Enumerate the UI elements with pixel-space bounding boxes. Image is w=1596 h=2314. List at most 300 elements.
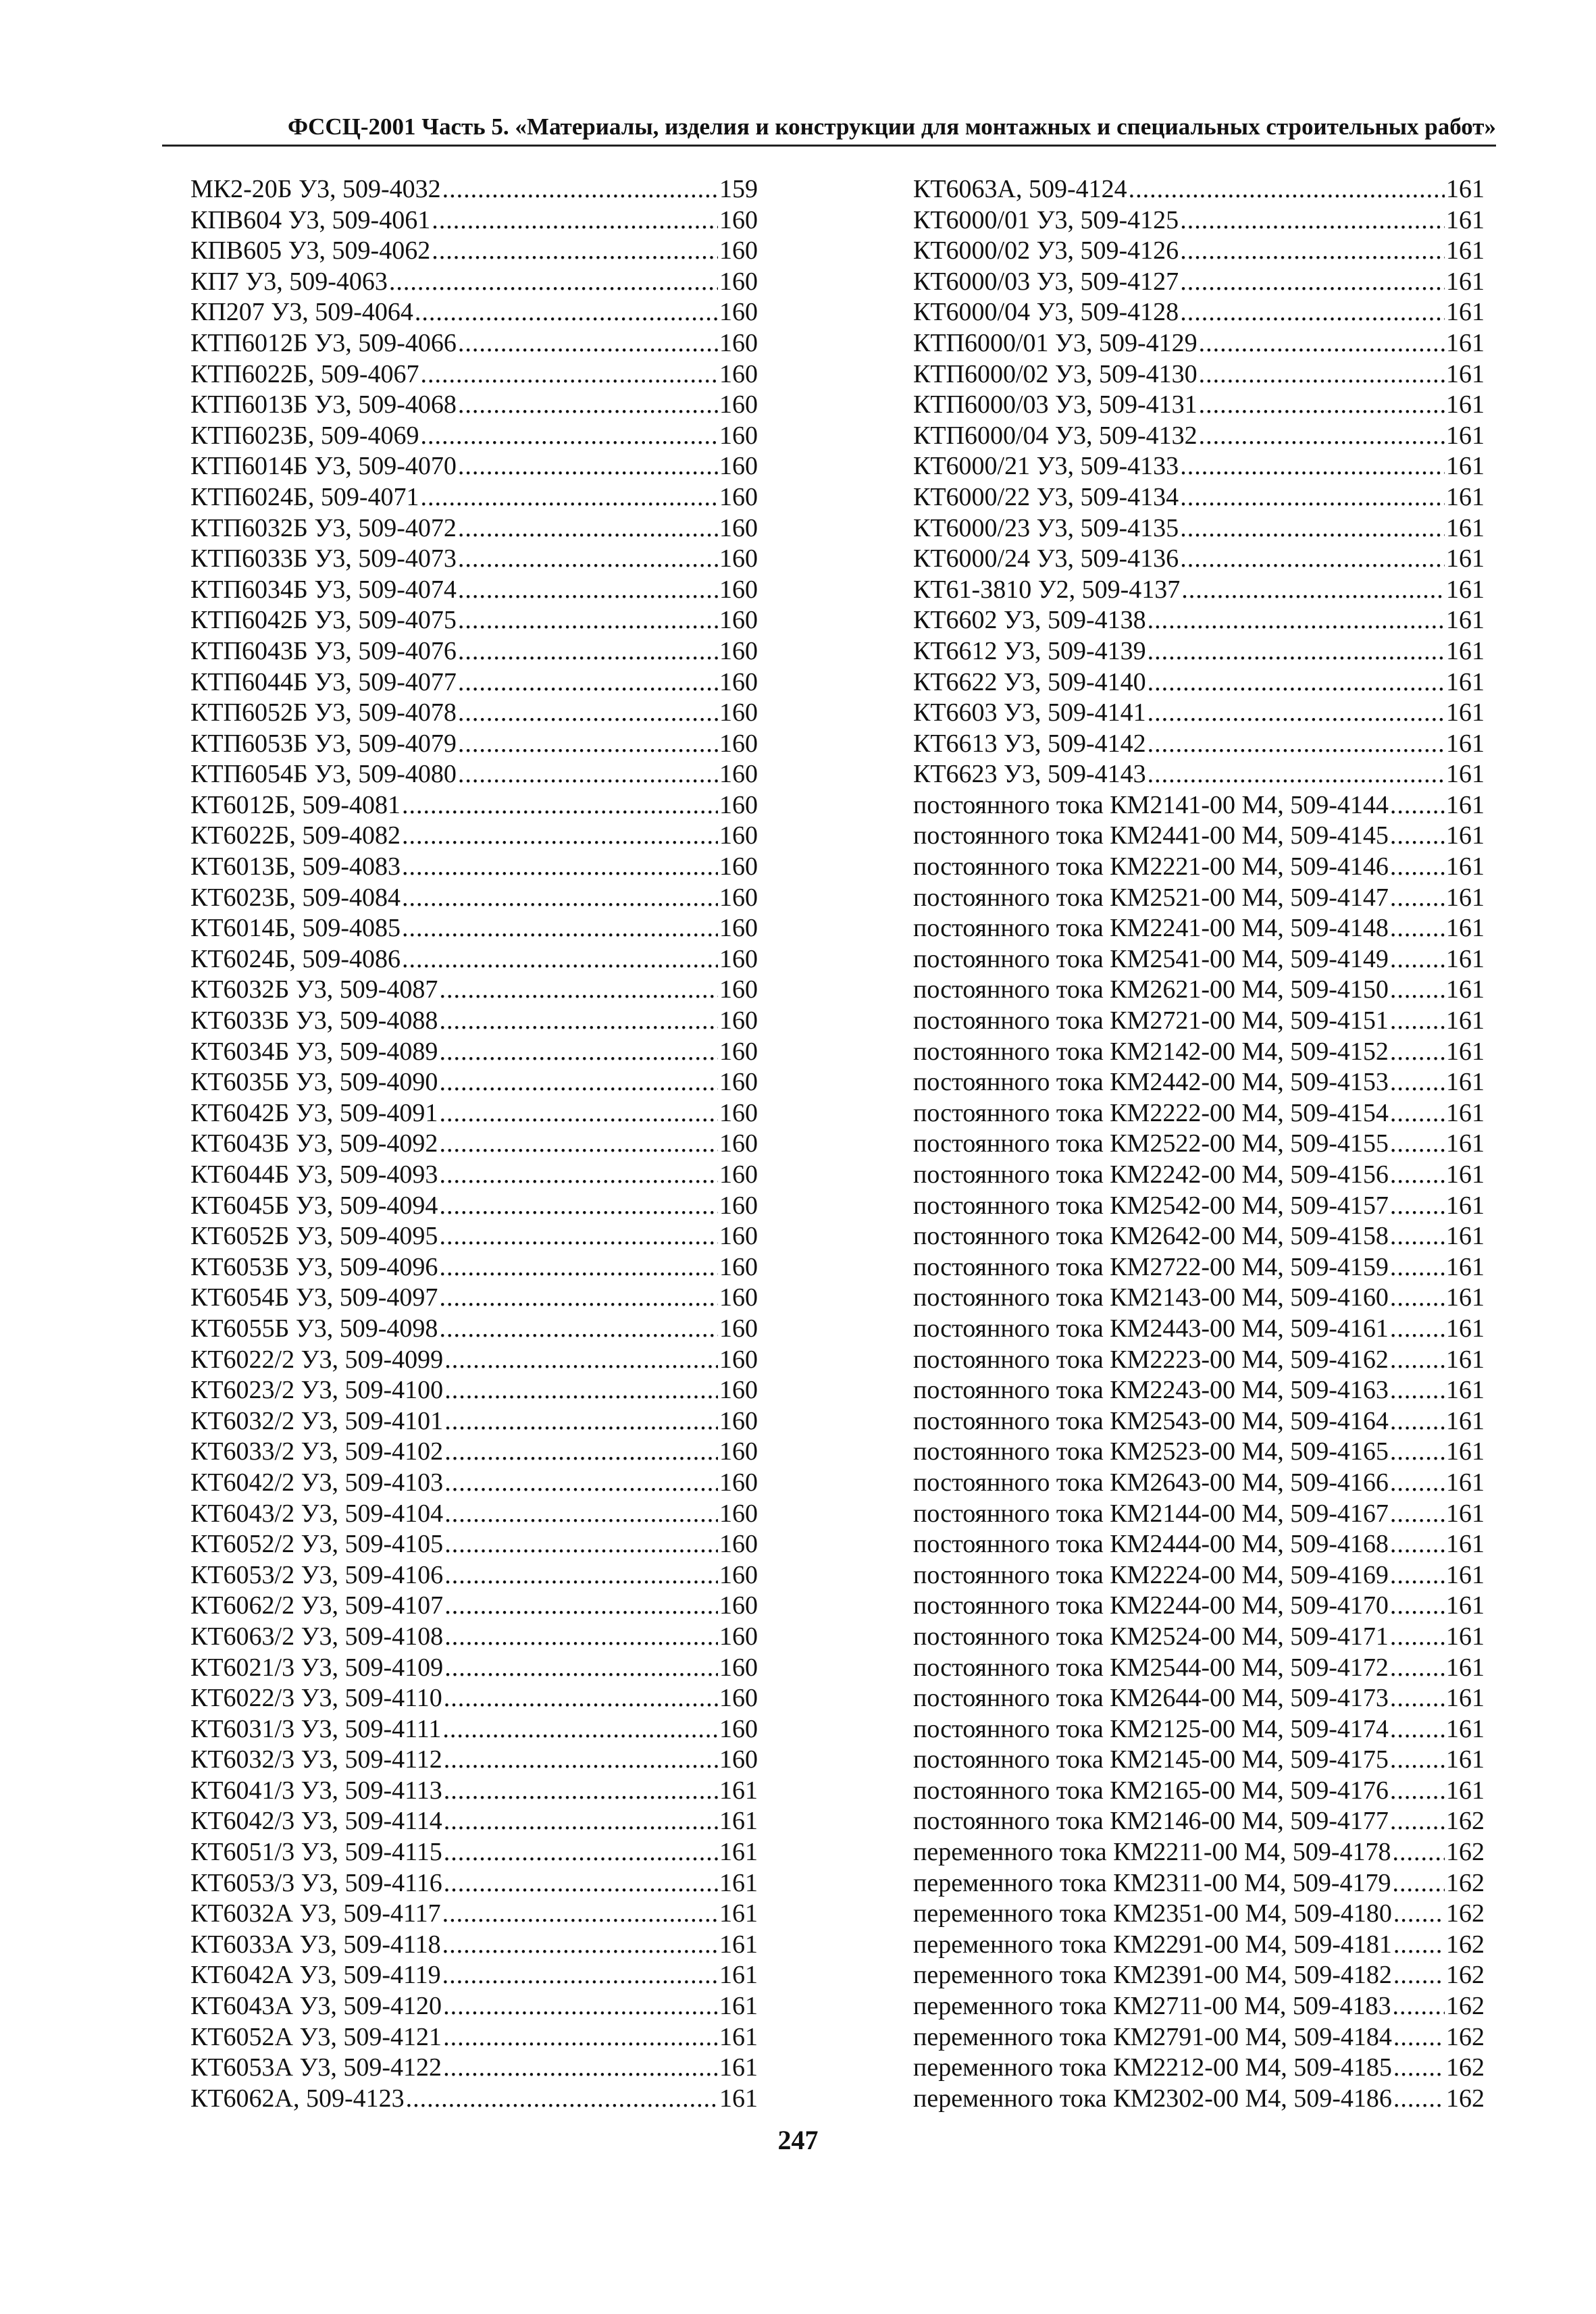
index-entry [913,2053,1485,2084]
index-entry [913,944,1485,975]
dot-leader [1390,1437,1445,1468]
index-entry [190,2084,758,2115]
index-entry [913,1960,1485,1991]
dot-leader [444,1745,718,1776]
entry-name: постоянного тока КМ2524-00 М4, 509-4171 [913,1622,1389,1651]
index-entry [190,174,758,205]
dot-leader [1199,359,1445,390]
index-entry [913,236,1485,267]
entry-page: 162 [1446,1899,1485,1928]
dot-leader [442,1899,718,1930]
dot-leader [439,1129,718,1160]
entry-page: 160 [719,298,758,327]
dot-leader [420,359,718,390]
entry-page: 160 [719,852,758,881]
index-entry [913,1375,1485,1406]
entry-page: 160 [719,883,758,912]
entry-page: 161 [1446,1345,1485,1374]
dot-leader [444,1468,718,1499]
entry-page: 162 [1446,1930,1485,1959]
entry-page: 160 [719,790,758,819]
entry-name: переменного тока КМ2302-00 М4, 509-4186 [913,2084,1392,2113]
entry-page: 161 [1446,1376,1485,1405]
entry-name: КТ6014Б, 509-4085 [190,914,401,943]
entry-name: КТ6062/2 У3, 509-4107 [190,1591,444,1620]
entry-name: КТ6022/3 У3, 509-4110 [190,1684,442,1713]
dot-leader [444,1868,718,1899]
entry-name: постоянного тока КМ2243-00 М4, 509-4163 [913,1376,1389,1405]
entry-page: 161 [719,2084,758,2113]
entry-name: переменного тока КМ2291-00 М4, 509-4181 [913,1930,1392,1959]
dot-leader [406,2084,718,2115]
index-entry [190,1837,758,1868]
entry-page: 161 [719,1899,758,1928]
index-entry [913,1314,1485,1345]
index-entry [190,1345,758,1376]
index-entry [190,359,758,390]
index-column-right [913,174,1485,2114]
dot-leader [439,1098,718,1129]
entry-page: 160 [719,1006,758,1035]
entry-page: 160 [719,359,758,388]
index-entry [190,1037,758,1068]
dot-leader [1390,1499,1445,1530]
index-entry [190,975,758,1006]
entry-page: 160 [719,1376,758,1405]
entry-name: КТП6052Б У3, 509-4078 [190,698,457,727]
dot-leader [444,1776,718,1807]
index-entry [190,1868,758,1899]
index-entry [913,1591,1485,1622]
index-entry [913,513,1485,544]
entry-page: 160 [719,944,758,973]
dot-leader [1181,575,1445,606]
entry-name: КТ6051/3 У3, 509-4115 [190,1838,442,1867]
entry-name: КТ6052Б У3, 509-4095 [190,1222,438,1251]
entry-page: 161 [719,2022,758,2051]
entry-name: постоянного тока КМ2542-00 М4, 509-4157 [913,1191,1389,1220]
index-entry [190,205,758,236]
dot-leader [402,852,718,883]
entry-page: 161 [719,1868,758,1897]
index-entry [190,1160,758,1191]
entry-name: переменного тока КМ2212-00 М4, 509-4185 [913,2053,1392,2082]
dot-leader [458,729,718,760]
dot-leader [1390,1098,1445,1129]
index-entry [913,913,1485,944]
dot-leader [444,1806,718,1837]
dot-leader [1180,297,1445,328]
entry-page: 161 [1446,236,1485,265]
entry-name: переменного тока КМ2391-00 М4, 509-4182 [913,1961,1392,1990]
entry-page: 160 [719,390,758,419]
entry-name: КТ6032/3 У3, 509-4112 [190,1745,442,1774]
dot-leader [1390,1067,1445,1098]
index-entry [913,1283,1485,1314]
entry-page: 160 [719,421,758,450]
entry-name: КТ6034Б У3, 509-4089 [190,1037,438,1066]
index-entry [190,1067,758,1098]
index-entry [190,390,758,421]
entry-name: постоянного тока КМ2222-00 М4, 509-4154 [913,1098,1389,1127]
entry-page: 161 [1446,1037,1485,1066]
index-entry [913,759,1485,790]
entry-name: постоянного тока КМ2642-00 М4, 509-4158 [913,1222,1389,1251]
dot-leader [1393,2053,1445,2084]
dot-leader [1390,1745,1445,1776]
entry-page: 160 [719,328,758,357]
index-entry [190,1406,758,1437]
dot-leader [1390,790,1445,821]
index-entry [913,297,1485,328]
entry-name: КТП6044Б У3, 509-4077 [190,667,457,696]
index-entry [190,1683,758,1714]
entry-page: 161 [1446,1530,1485,1559]
entry-name: КПВ604 У3, 509-4061 [190,205,431,234]
entry-page: 161 [1446,1222,1485,1251]
dot-leader [444,1437,718,1468]
dot-leader [444,1375,718,1406]
dot-leader [1390,1006,1445,1037]
index-entry [913,605,1485,636]
dot-leader [458,698,718,729]
index-entry [913,1067,1485,1098]
dot-leader [1390,1375,1445,1406]
dot-leader [458,544,718,575]
dot-leader [1148,698,1445,729]
dot-leader [402,944,718,975]
entry-name: КТ6623 У3, 509-4143 [913,760,1146,789]
index-entry [913,636,1485,667]
entry-name: КТ6032/2 У3, 509-4101 [190,1406,444,1435]
entry-page: 160 [719,821,758,850]
entry-name: КТ6000/03 У3, 509-4127 [913,267,1179,296]
index-entry [913,975,1485,1006]
entry-name: постоянного тока КМ2522-00 М4, 509-4155 [913,1129,1389,1158]
entry-page: 161 [1446,944,1485,973]
dot-leader [1148,605,1445,636]
index-entry [190,1930,758,1961]
index-entry [913,1868,1485,1899]
dot-leader [1180,205,1445,236]
dot-leader [1390,1806,1445,1837]
index-entry [190,1129,758,1160]
entry-page: 161 [1446,575,1485,604]
index-entry [913,1560,1485,1591]
dot-leader [1180,544,1445,575]
index-entry [913,1221,1485,1252]
entry-page: 160 [719,606,758,635]
entry-name: постоянного тока КМ2146-00 М4, 509-4177 [913,1807,1389,1836]
index-entry [913,1991,1485,2022]
index-entry [190,328,758,359]
entry-name: КТ61-3810 У2, 509-4137 [913,575,1181,604]
entry-name: постоянного тока КМ2543-00 М4, 509-4164 [913,1406,1389,1435]
dot-leader [1390,1129,1445,1160]
index-entry [190,1776,758,1807]
index-entry [190,667,758,698]
entry-page: 160 [719,236,758,265]
entry-page: 161 [1446,729,1485,758]
entry-page: 160 [719,267,758,296]
dot-leader [402,883,718,914]
index-entry [190,1714,758,1745]
entry-page: 161 [1446,698,1485,727]
entry-name: КТ6000/21 У3, 509-4133 [913,452,1179,481]
entry-page: 160 [719,1530,758,1559]
entry-page: 161 [1446,1129,1485,1158]
dot-leader [439,1006,718,1037]
dot-leader [1390,1314,1445,1345]
index-entry [190,1252,758,1283]
dot-leader [439,1314,718,1345]
entry-page: 161 [1446,1068,1485,1097]
dot-leader [443,2022,718,2053]
entry-name: КТП6000/02 У3, 509-4130 [913,359,1198,388]
index-entry [190,297,758,328]
entry-name: КТ6035Б У3, 509-4090 [190,1068,438,1097]
dot-leader [443,1991,718,2022]
dot-leader [444,1591,718,1622]
entry-name: КТ6043Б У3, 509-4092 [190,1129,438,1158]
entry-name: переменного тока КМ2351-00 М4, 509-4180 [913,1899,1392,1928]
index-entry [913,1406,1485,1437]
index-entry [190,790,758,821]
entry-name: КТ6033Б У3, 509-4088 [190,1006,438,1035]
dot-leader [458,636,718,667]
entry-page: 161 [1446,852,1485,881]
index-entry [913,1098,1485,1129]
entry-page: 161 [1446,513,1485,542]
dot-leader [458,605,718,636]
index-entry [190,513,758,544]
index-entry [913,883,1485,914]
entry-name: КТ6052/2 У3, 509-4105 [190,1530,444,1559]
entry-page: 161 [1446,1098,1485,1127]
index-entry [190,883,758,914]
entry-name: КТ6044Б У3, 509-4093 [190,1160,438,1189]
entry-name: постоянного тока КМ2143-00 М4, 509-4160 [913,1283,1389,1312]
dot-leader [1390,852,1445,883]
dot-leader [1180,513,1445,544]
dot-leader [1393,1960,1445,1991]
entry-name: КТ6042/3 У3, 509-4114 [190,1807,442,1836]
index-entry [190,944,758,975]
entry-name: постоянного тока КМ2242-00 М4, 509-4156 [913,1160,1389,1189]
index-entry [913,2022,1485,2053]
entry-name: переменного тока КМ2211-00 М4, 509-4178 [913,1838,1391,1867]
entry-name: КТ6055Б У3, 509-4098 [190,1314,438,1343]
entry-page: 161 [719,1838,758,1867]
entry-name: КТ6045Б У3, 509-4094 [190,1191,438,1220]
entry-page: 161 [1446,1160,1485,1189]
index-entry [190,1591,758,1622]
entry-name: КТП6033Б У3, 509-4073 [190,544,457,573]
entry-page: 160 [719,1468,758,1497]
entry-name: КТП6024Б, 509-4071 [190,482,419,511]
entry-name: КТП6054Б У3, 509-4080 [190,760,457,789]
dot-leader [439,1160,718,1191]
entry-page: 160 [719,914,758,943]
entry-name: КТП6000/03 У3, 509-4131 [913,390,1198,419]
dot-leader [458,575,718,606]
index-entry [190,821,758,852]
index-entry [913,482,1485,513]
dot-leader [444,1683,718,1714]
entry-page: 160 [719,1714,758,1743]
dot-leader [1393,2084,1445,2115]
index-entry [913,1006,1485,1037]
entry-name: переменного тока КМ2791-00 М4, 509-4184 [913,2022,1392,2051]
index-entry [913,1776,1485,1807]
entry-name: КТП6000/01 У3, 509-4129 [913,328,1198,357]
dot-leader [444,1345,718,1376]
entry-name: КТ6603 У3, 509-4141 [913,698,1146,727]
entry-page: 160 [719,1653,758,1682]
entry-name: переменного тока КМ2311-00 М4, 509-4179 [913,1868,1391,1897]
entry-name: КТП6013Б У3, 509-4068 [190,390,457,419]
entry-page: 161 [1446,1499,1485,1528]
entry-page: 160 [719,205,758,234]
index-entry [190,605,758,636]
dot-leader [389,267,718,298]
index-entry [190,575,758,606]
entry-page: 160 [719,1129,758,1158]
entry-page: 160 [719,482,758,511]
index-entry [913,1191,1485,1222]
entry-page: 161 [1446,1283,1485,1312]
dot-leader [1390,1776,1445,1807]
dot-leader [1393,1930,1445,1961]
entry-name: постоянного тока КМ2644-00 М4, 509-4173 [913,1684,1389,1713]
index-entry [913,421,1485,452]
dot-leader [1392,1991,1445,2022]
entry-page: 160 [719,1437,758,1466]
entry-page: 159 [719,175,758,203]
entry-page: 160 [719,729,758,758]
entry-page: 161 [1446,1653,1485,1682]
entry-name: КТ6043/2 У3, 509-4104 [190,1499,444,1528]
index-entry [913,390,1485,421]
entry-page: 160 [719,1037,758,1066]
dot-leader [432,205,718,236]
index-entry [190,451,758,482]
index-entry [913,729,1485,760]
entry-page: 162 [1446,1868,1485,1897]
index-entry [913,1806,1485,1837]
dot-leader [439,1221,718,1252]
entry-name: КТ6063А, 509-4124 [913,175,1127,203]
entry-name: КТ6023Б, 509-4084 [190,883,401,912]
entry-name: КТ6000/01 У3, 509-4125 [913,205,1179,234]
entry-page: 160 [719,1591,758,1620]
entry-name: постоянного тока КМ2244-00 М4, 509-4170 [913,1591,1389,1620]
index-entry [913,667,1485,698]
entry-page: 161 [1446,328,1485,357]
entry-name: КТ6012Б, 509-4081 [190,790,401,819]
entry-page: 160 [719,975,758,1004]
entry-name: КТ6622 У3, 509-4140 [913,667,1146,696]
entry-name: постоянного тока КМ2125-00 М4, 509-4174 [913,1714,1389,1743]
index-column-left [190,174,758,2114]
dot-leader [458,759,718,790]
dot-leader [1390,1622,1445,1653]
entry-page: 161 [1446,1622,1485,1651]
dot-leader [442,1960,718,1991]
entry-name: КТ6022Б, 509-4082 [190,821,401,850]
entry-page: 160 [719,667,758,696]
entry-name: постоянного тока КМ2441-00 М4, 509-4145 [913,821,1389,850]
dot-leader [1180,482,1445,513]
dot-leader [439,975,718,1006]
entry-name: КТП6043Б У3, 509-4076 [190,636,457,665]
index-entry [913,1622,1485,1653]
index-entry [913,1837,1485,1868]
dot-leader [1393,2022,1445,2053]
index-entry [190,1622,758,1653]
entry-page: 160 [719,1098,758,1127]
entry-name: постоянного тока КМ2444-00 М4, 509-4168 [913,1530,1389,1559]
entry-name: КТ6042А У3, 509-4119 [190,1961,441,1990]
entry-page: 161 [1446,883,1485,912]
entry-page: 161 [1446,390,1485,419]
dot-leader [444,1499,718,1530]
entry-name: постоянного тока КМ2165-00 М4, 509-4176 [913,1776,1389,1805]
dot-leader [402,821,718,852]
entry-name: КТ6063/2 У3, 509-4108 [190,1622,444,1651]
index-entry [913,174,1485,205]
entry-name: КТП6042Б У3, 509-4075 [190,606,457,635]
entry-page: 160 [719,1499,758,1528]
dot-leader [444,1560,718,1591]
index-entry [913,205,1485,236]
entry-page: 162 [1446,1838,1485,1867]
entry-name: КТ6054Б У3, 509-4097 [190,1283,438,1312]
index-entry [190,698,758,729]
index-entry [913,1930,1485,1961]
entry-page: 160 [719,1345,758,1374]
entry-page: 161 [1446,1560,1485,1589]
entry-name: КТ6032Б У3, 509-4087 [190,975,438,1004]
entry-page: 161 [1446,914,1485,943]
dot-leader [1390,1345,1445,1376]
dot-leader [1390,1252,1445,1283]
index-entry [190,1437,758,1468]
entry-page: 160 [719,1222,758,1251]
entry-name: КТ6031/3 У3, 509-4111 [190,1714,442,1743]
entry-page: 161 [1446,790,1485,819]
dot-leader [1390,913,1445,944]
entry-page: 160 [719,452,758,481]
entry-page: 161 [1446,1684,1485,1713]
entry-name: КТП6000/04 У3, 509-4132 [913,421,1198,450]
dot-leader [444,1406,718,1437]
dot-leader [1390,1191,1445,1222]
index-entry [190,1375,758,1406]
dot-leader [1390,821,1445,852]
entry-page: 160 [719,760,758,789]
entry-name: постоянного тока КМ2142-00 М4, 509-4152 [913,1037,1389,1066]
index-entry [190,913,758,944]
entry-page: 161 [1446,1776,1485,1805]
dot-leader [458,513,718,544]
index-entry [913,1683,1485,1714]
dot-leader [1393,1899,1445,1930]
dot-leader [444,1529,718,1560]
entry-page: 161 [1446,452,1485,481]
dot-leader [1390,944,1445,975]
index-entry [190,2053,758,2084]
